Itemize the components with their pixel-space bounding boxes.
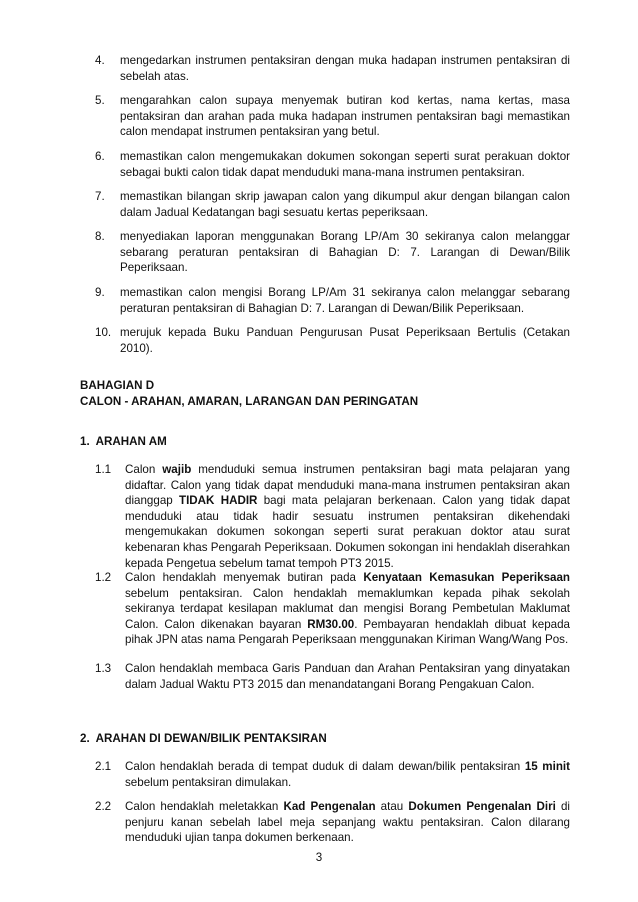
- text-run: Calon: [125, 463, 163, 476]
- list-number: 4.: [95, 54, 105, 67]
- text-run: Calon hendaklah membaca Garis Panduan dan Arahan Pentaksiran yang dinyatakan dalam Jadual Waktu PT3 2015 dan menandatangani Borang Pengakuan Calon.: [125, 662, 570, 691]
- item-text: [125, 462, 570, 571]
- list-text: memastikan calon mengisi Borang LP/Am 31 sekiranya calon melanggar sebarang peraturan pentaksiran di Bahagian D: 7. Larangan di Dewan/Bilik Peperiksaan.: [120, 286, 570, 315]
- text-run: Calon hendaklah menyemak butiran pada: [125, 571, 364, 584]
- bold-text: TIDAK HADIR: [179, 494, 258, 508]
- list-text: memastikan bilangan skrip jawapan calon yang dikumpul akur dengan bilangan calon dalam Jadual Kedatangan bagi sesuatu kertas peperiksaan.: [120, 190, 570, 219]
- list-text: mengedarkan instrumen pentaksiran dengan muka hadapan instrumen pentaksiran di sebelah atas.: [120, 54, 570, 83]
- text-run: . Pembayaran hendaklah dibuat kepada pihak JPN atas nama Pengarah Peperiksaan menggunakan Kiriman Wang/Wang Pos.: [125, 617, 570, 647]
- bold-text: Kenyataan Kemasukan Peperiksaan: [363, 571, 570, 584]
- text-run: sebelum pentaksiran. Calon hendaklah memaklumkan kepada pihak sekolah sekiranya terdapat kesilapan maklumat dan mengisi Borang Pembetulan Maklumat Calon. Calon dikenakan bayaran: [125, 586, 570, 631]
- text-run: Calon hendaklah berada di tempat duduk di dalam dewan/bilik pentaksiran: [125, 760, 525, 773]
- text-run: Calon hendaklah meletakkan: [125, 800, 284, 813]
- item-text: [125, 759, 570, 790]
- bold-text: wajib: [162, 463, 192, 476]
- item-number: 1.1: [95, 463, 112, 476]
- section-subtitle: CALON - ARAHAN, AMARAN, LARANGAN DAN PERINGATAN: [80, 395, 419, 408]
- list-text: mengarahkan calon supaya menyemak butiran kod kertas, nama kertas, masa pentaksiran dan arahan pada muka hadapan instrumen pentaksiran bagi memastikan calon mendapat instrumen pentaksiran yang betul.: [120, 94, 570, 139]
- bold-text: Kad Pengenalan: [283, 800, 376, 813]
- list-text: merujuk kepada Buku Panduan Pengurusan Pusat Peperiksaan Bertulis (Cetakan 2010).: [120, 326, 570, 355]
- list-text: memastikan calon mengemukakan dokumen sokongan seperti surat perakuan doktor sebagai bukti calon tidak dapat menduduki mana-mana instrumen pentaksiran.: [120, 150, 570, 179]
- section-title: BAHAGIAN D: [80, 379, 155, 392]
- list-number: 6.: [95, 150, 105, 163]
- text-run: atau: [375, 800, 409, 813]
- text-run: di penjuru kanan sebelah label meja sepanjang waktu pentaksiran. Calon dilarang menduduki ujian tanpa dokumen berkenaan.: [125, 800, 570, 845]
- list-number: 5.: [95, 94, 105, 107]
- item-text: [125, 570, 570, 648]
- list-text: menyediakan laporan menggunakan Borang LP/Am 30 sekiranya calon melanggar sebarang peraturan pentaksiran di Bahagian D: 7. Larangan di Dewan/Bilik Peperiksaan.: [120, 230, 570, 275]
- text-run: bagi mata pelajaran berkenaan. Calon yang tidak dapat menduduki atau tidak hadir sesuatu instrumen pentaksiran dikehendaki mengemukakan dokumen sokongan seperti surat perakuan doktor atau surat kebenaran khas Pengarah Peperiksaan. Dokumen sokongan ini hendaklah diserahkan kepada Pengetua sebelum tamat tempoh PT3 2015.: [125, 494, 570, 570]
- page-number: 3: [315, 851, 323, 864]
- item-number: 2.2: [95, 800, 112, 813]
- list-number: 7.: [95, 190, 105, 203]
- item-text: [125, 799, 570, 846]
- bold-text: RM30.00: [307, 617, 355, 631]
- item-number: 2.1: [95, 760, 112, 773]
- part1-heading: 1. ARAHAN AM: [80, 435, 167, 448]
- bold-text: 15 minit: [524, 760, 570, 773]
- bold-text: Dokumen Pengenalan Diri: [408, 800, 556, 813]
- item-text: [125, 661, 570, 692]
- list-number: 8.: [95, 230, 105, 243]
- text-run: menduduki semua instrumen pentaksiran bagi mata pelajaran yang didaftar. Calon yang tidak dapat menduduki mana-mana instrumen pentaksiran akan dianggap: [125, 463, 570, 508]
- list-number: 10.: [95, 326, 112, 339]
- list-number: 9.: [95, 286, 105, 299]
- part2-heading: 2. ARAHAN DI DEWAN/BILIK PENTAKSIRAN: [80, 732, 327, 745]
- item-number: 1.2: [95, 571, 112, 584]
- text-run: sebelum pentaksiran dimulakan.: [125, 775, 292, 789]
- item-number: 1.3: [95, 662, 112, 675]
